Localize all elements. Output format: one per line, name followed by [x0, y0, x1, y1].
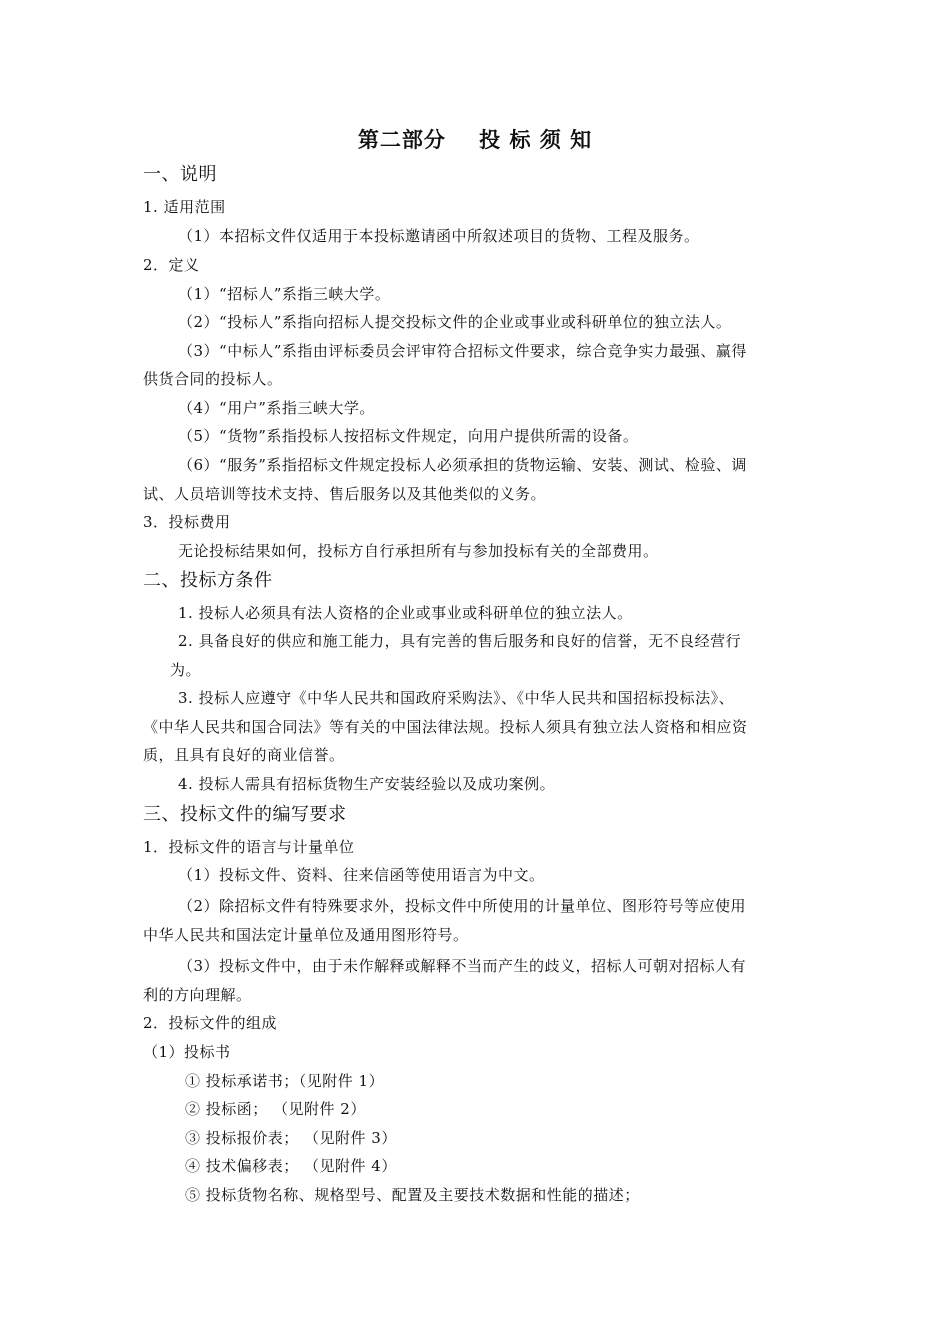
item-language-units: 1．投标文件的语言与计量单位	[143, 838, 355, 856]
item-definitions: 2．定义	[143, 256, 200, 274]
section-heading-1: 一、说明	[143, 164, 217, 185]
section-heading-3: 三、投标文件的编写要求	[143, 804, 347, 825]
language-para-2-line1: （2）除招标文件有特殊要求外，投标文件中所使用的计量单位、图形符号等应使用	[178, 897, 747, 915]
enclosure-1: ① 投标承诺书；（见附件 1）	[185, 1072, 385, 1090]
enclosure-2: ② 投标函； （见附件 2）	[185, 1100, 366, 1118]
condition-4: 4. 投标人需具有招标货物生产安装经验以及成功案例。	[178, 775, 556, 793]
item-bid-cost: 3．投标费用	[143, 513, 231, 531]
condition-3-line1: 3. 投标人应遵守《中华人民共和国政府采购法》、《中华人民共和国招标投标法》、	[178, 689, 735, 707]
item-composition: 2．投标文件的组成	[143, 1014, 278, 1032]
sub-item-bid-book: （1）投标书	[143, 1043, 231, 1061]
condition-2-line2: 为。	[170, 661, 202, 679]
language-para-1: （1）投标文件、资料、往来信函等使用语言为中文。	[178, 866, 545, 884]
condition-3-line2: 《中华人民共和国合同法》等有关的中国法律法规。投标人须具有独立法人资格和相应资	[143, 718, 748, 736]
language-para-3-line1: （3）投标文件中，由于未作解释或解释不当而产生的歧义，招标人可朝对招标人有	[178, 957, 747, 975]
scope-text: （1）本招标文件仅适用于本投标邀请函中所叙述项目的货物、工程及服务。	[178, 227, 700, 245]
language-para-3-line2: 利的方向理解。	[143, 986, 252, 1004]
section-heading-2: 二、投标方条件	[143, 570, 273, 591]
condition-1: 1. 投标人必须具有法人资格的企业或事业或科研单位的独立法人。	[178, 604, 633, 622]
bid-cost-text: 无论投标结果如何，投标方自行承担所有与参加投标有关的全部费用。	[178, 542, 659, 560]
definition-2: （2）“投标人”系指向招标人提交投标文件的企业或事业或科研单位的独立法人。	[178, 313, 732, 331]
item-scope: 1. 适用范围	[143, 198, 226, 216]
definition-6-line2: 试、人员培训等技术支持、售后服务以及其他类似的义务。	[143, 485, 547, 503]
condition-3-line3: 质，且具有良好的商业信誉。	[143, 746, 345, 764]
definition-1: （1）“招标人”系指三峡大学。	[178, 285, 391, 303]
language-para-2-line2: 中华人民共和国法定计量单位及通用图形符号。	[143, 926, 469, 944]
definition-3-line2: 供货合同的投标人。	[143, 370, 283, 388]
definition-3-line1: （3）“中标人”系指由评标委员会评审符合招标文件要求，综合竞争实力最强、赢得	[178, 342, 747, 360]
enclosure-4: ④ 技术偏移表； （见附件 4）	[185, 1157, 397, 1175]
page-title: 第二部分 投 标 须 知	[357, 128, 593, 152]
enclosure-5: ⑤ 投标货物名称、规格型号、配置及主要技术数据和性能的描述；	[185, 1186, 640, 1204]
definition-5: （5）“货物”系指投标人按招标文件规定，向用户提供所需的设备。	[178, 427, 639, 445]
enclosure-3: ③ 投标报价表； （见附件 3）	[185, 1129, 397, 1147]
condition-2-line1: 2. 具备良好的供应和施工能力，具有完善的售后服务和良好的信誉，无不良经营行	[178, 632, 742, 650]
definition-6-line1: （6）“服务”系指招标文件规定投标人必须承担的货物运输、安装、测试、检验、调	[178, 456, 747, 474]
definition-4: （4）“用户”系指三峡大学。	[178, 399, 375, 417]
